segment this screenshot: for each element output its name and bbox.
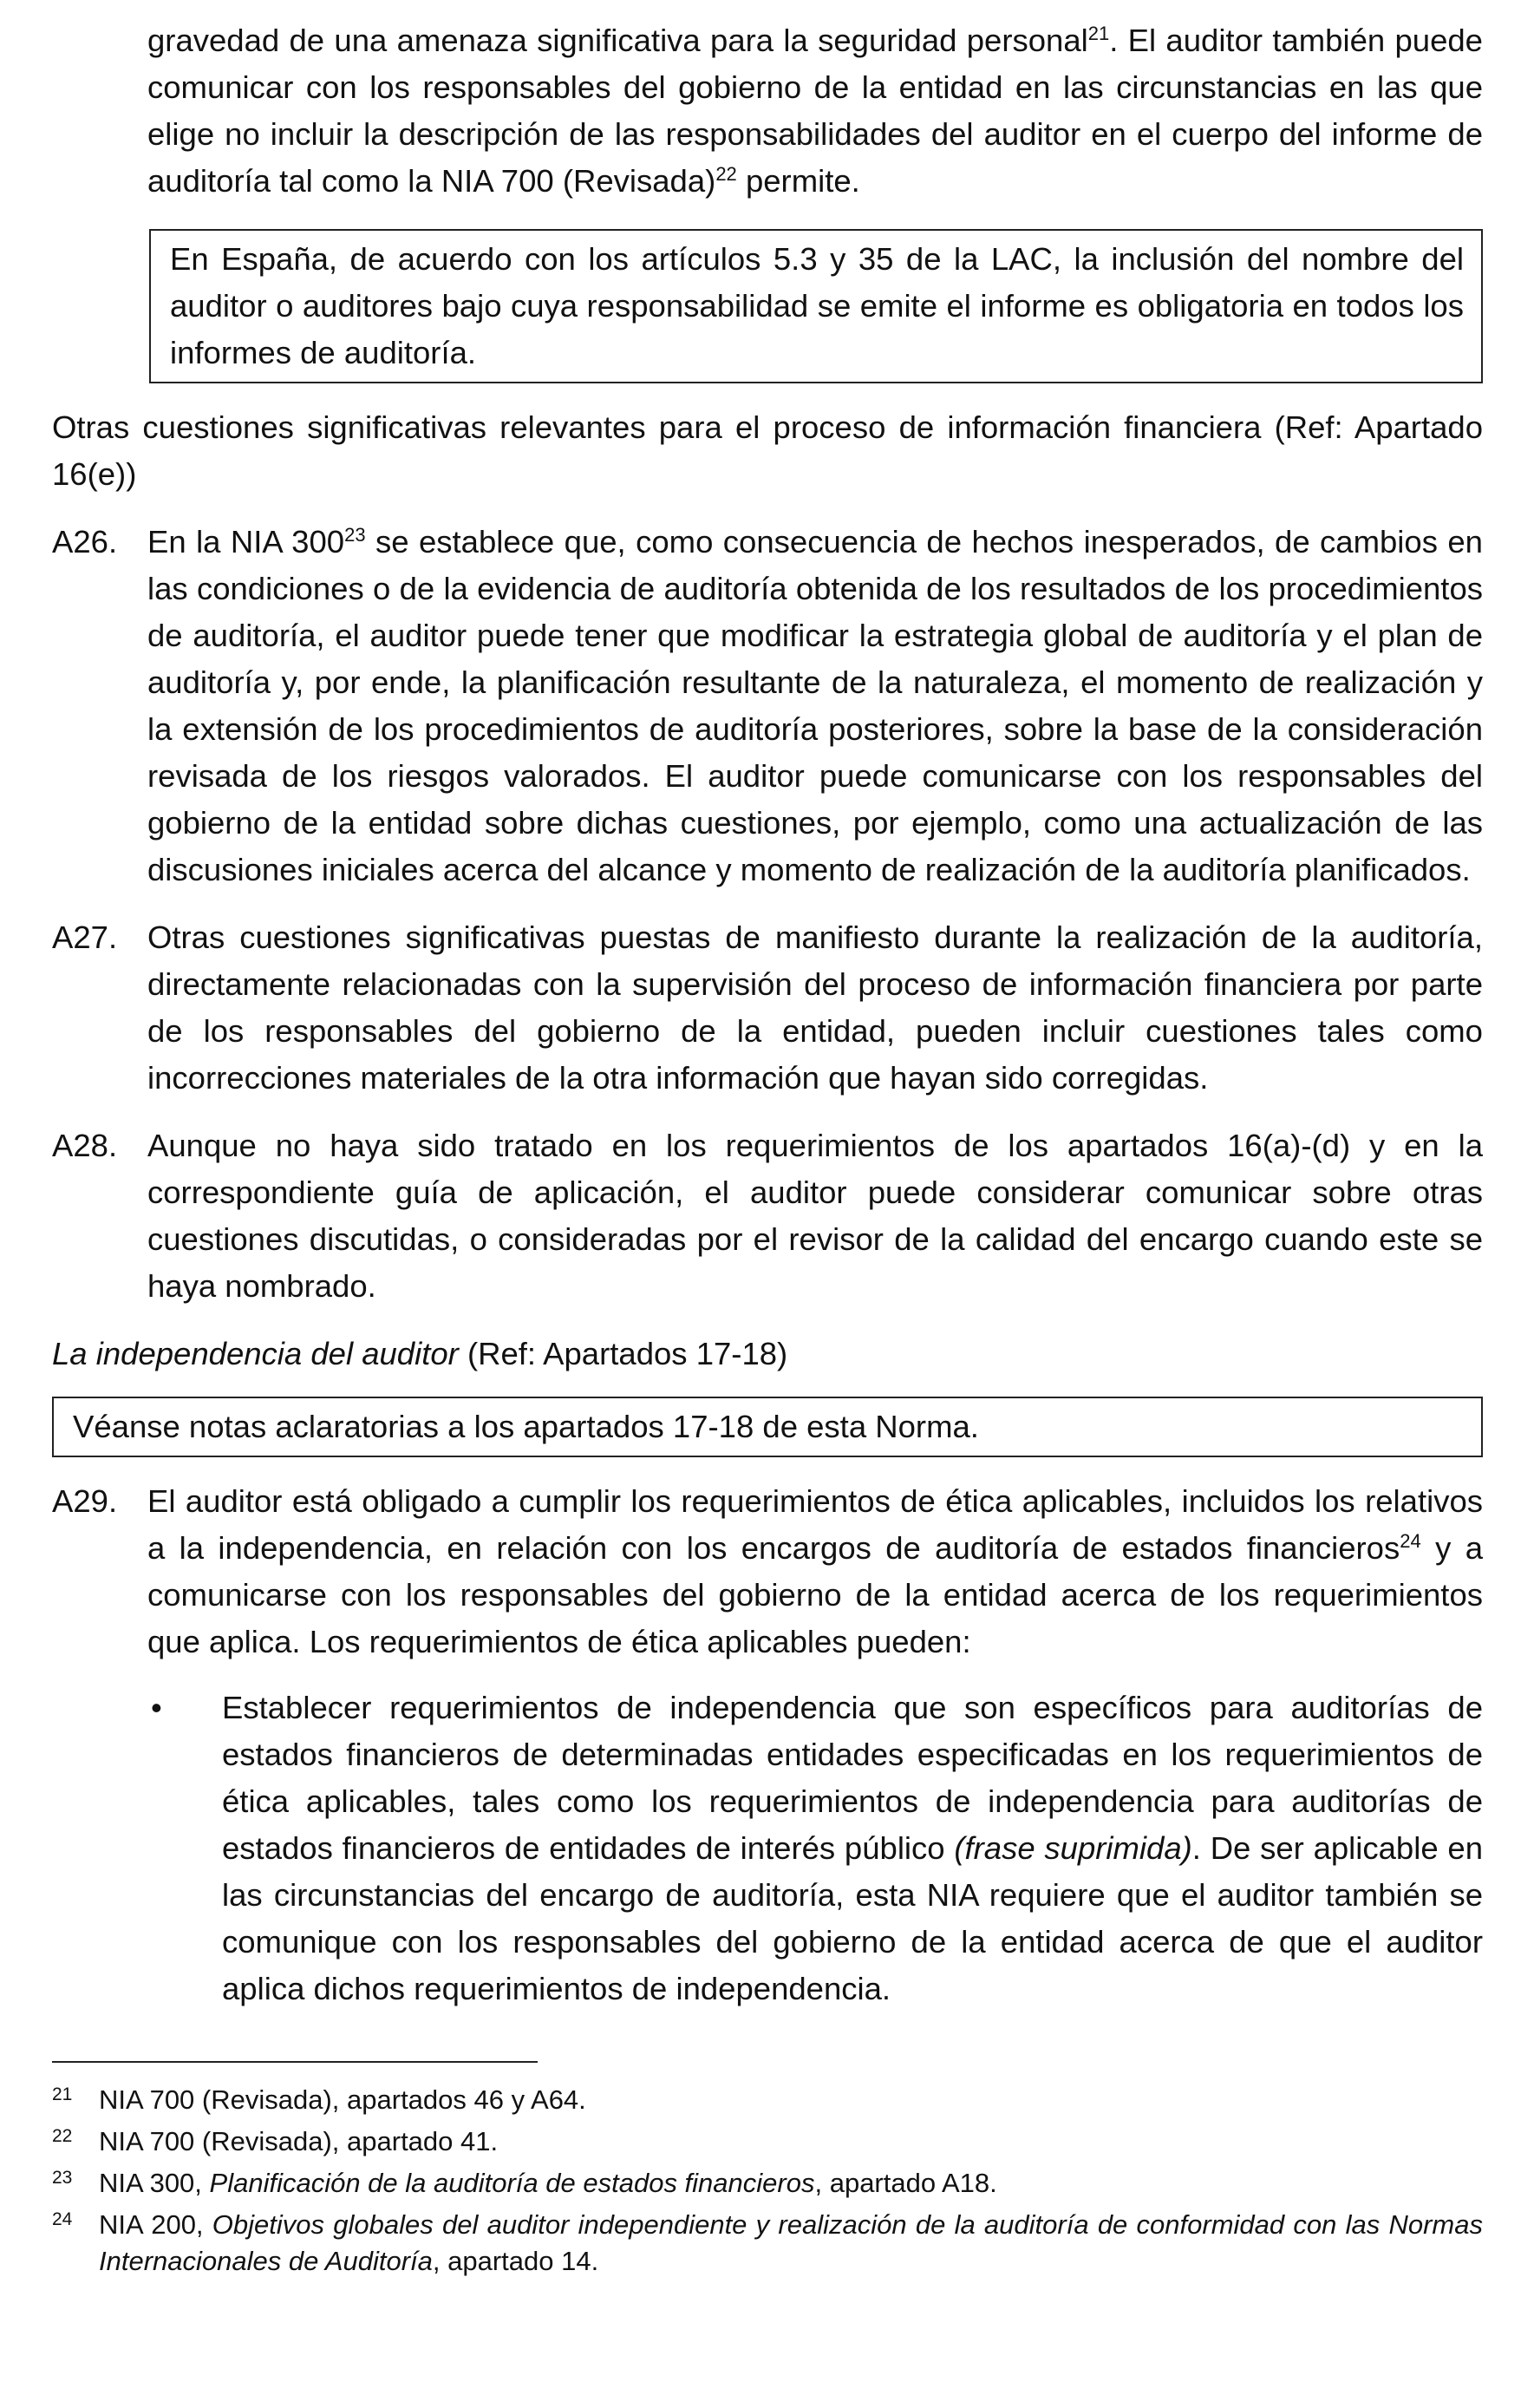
intro-text-2: . El auditor también puede comunicar con los responsables del gobierno de la entidad en las circunstancias en las que elige no incluir la descripción de las responsabilidades del auditor en el cuerpo del informe de auditoría tal como la NIA 700 (Revisada) xyxy=(147,23,1483,199)
footnote-text xyxy=(99,2207,1483,2280)
paragraph-text xyxy=(147,1478,1483,1665)
document-page xyxy=(52,17,1483,2280)
intro-text-1: gravedad de una amenaza significativa para la seguridad personal xyxy=(147,23,1088,58)
fn24-italic: Objetivos globales del auditor independiente y realización de la auditoría de conformidad con las Normas Internacionales de Auditoría xyxy=(99,2209,1483,2276)
footnote-number: 23 xyxy=(52,2168,73,2188)
footnote-text: NIA 700 (Revisada), apartados 46 y A64. xyxy=(99,2084,586,2115)
footnote-ref-21[interactable]: 21 xyxy=(1087,22,1110,44)
footnote-22 xyxy=(52,2123,1483,2160)
bullet-item xyxy=(147,1685,1483,2012)
a26-text-2: se establece que, como consecuencia de hechos inesperados, de cambios en las condiciones o de la evidencia de auditoría obtenida de los resultados de los procedimientos de auditoría, el auditor puede tener que modificar la estrategia global de auditoría y el plan de auditoría y, por ende, la planificación resultante de la naturaleza, el momento de realización y la extensión de los procedimientos de auditoría posteriores, sobre la base de la consideración revisada de los riesgos valorados. El auditor puede comunicarse con los responsables del gobierno de la entidad sobre dichas cuestiones, por ejemplo, como una actualización de las discusiones iniciales acerca del alcance y momento de realización de la auditoría planificados. xyxy=(147,524,1483,887)
a29-text-1: El auditor está obligado a cumplir los requerimientos de ética aplicables, incluidos los relativos a la independencia, en relación con los encargos de auditoría de estados financieros xyxy=(147,1483,1483,1566)
paragraph-text xyxy=(147,519,1483,893)
paragraph-a26 xyxy=(52,519,1483,893)
footnote-number: 22 xyxy=(52,2126,73,2146)
bullet-marker: • xyxy=(151,1690,162,1725)
heading-italic: La independencia del auditor xyxy=(52,1336,459,1371)
notes-box-text: Véanse notas aclaratorias a los apartados 17-18 de esta Norma. xyxy=(73,1409,979,1444)
spain-note-text: En España, de acuerdo con los artículos 5.3 y 35 de la LAC, la inclusión del nombre del auditor o auditores bajo cuya responsabilidad se emite el informe es obligatoria en todos los informes de auditoría. xyxy=(170,241,1464,370)
section-heading-other-matters: Otras cuestiones significativas relevantes para el proceso de información financiera (Ref: Apartado 16(e)) xyxy=(52,409,1483,492)
paragraph-text: Aunque no haya sido tratado en los requerimientos de los apartados 16(a)-(d) y en la correspondiente guía de aplicación, el auditor puede considerar comunicar sobre otras cuestiones discutidas, o consideradas por el revisor de la calidad del encargo cuando este se haya nombrado. xyxy=(147,1128,1483,1304)
section-heading-independence xyxy=(52,1331,1483,1377)
footnote-number: 24 xyxy=(52,2209,73,2229)
fn24-text-2: , apartado 14. xyxy=(432,2246,599,2276)
footnote-number: 21 xyxy=(52,2084,73,2104)
bullet-text xyxy=(222,1685,1483,2012)
footnote-24 xyxy=(52,2207,1483,2280)
paragraph-a28 xyxy=(52,1122,1483,1310)
bullet-italic: (frase suprimida) xyxy=(954,1830,1192,1866)
fn23-italic: Planificación de la auditoría de estados financieros xyxy=(209,2168,815,2198)
intro-text-3: permite. xyxy=(736,163,860,199)
a29-text-2: y a comunicarse con los responsables del gobierno de la entidad acerca de los requerimientos que aplica. Los requerimientos de ética aplicables pueden: xyxy=(147,1530,1483,1659)
paragraph-number: A27. xyxy=(52,919,118,955)
footnote-23 xyxy=(52,2165,1483,2202)
paragraph-number: A28. xyxy=(52,1128,118,1163)
paragraph-number: A26. xyxy=(52,524,118,559)
paragraph-text: Otras cuestiones significativas puestas de manifiesto durante la realización de la auditoría, directamente relacionadas con la supervisión del proceso de información financiera por parte de los responsables del gobierno de la entidad, pueden incluir cuestiones tales como incorrecciones materiales de la otra información que hayan sido corregidas. xyxy=(147,919,1483,1096)
spain-note-box xyxy=(149,229,1483,383)
a26-text-1: En la NIA 300 xyxy=(147,524,345,559)
footnote-ref-23[interactable]: 23 xyxy=(344,523,366,546)
fn23-text-2: , apartado A18. xyxy=(814,2168,997,2198)
footnote-text xyxy=(99,2165,1483,2202)
paragraph-number: A29. xyxy=(52,1483,118,1519)
footnote-21 xyxy=(52,2082,1483,2118)
intro-paragraph xyxy=(147,17,1483,205)
footnote-ref-22[interactable]: 22 xyxy=(715,162,737,185)
footnote-separator xyxy=(52,2061,538,2063)
fn23-text-1: NIA 300, xyxy=(99,2168,210,2198)
paragraph-a29 xyxy=(52,1478,1483,1665)
paragraph-a27 xyxy=(52,914,1483,1102)
fn24-text-1: NIA 200, xyxy=(99,2209,212,2240)
bullet-text-1: Establecer requerimientos de independencia que son específicos para auditorías de estados financieros de determinadas entidades especificadas en los requerimientos de ética aplicables, tales como los requerimientos de independencia para auditorías de estados financieros de entidades de interés público xyxy=(222,1690,1483,1866)
notes-box xyxy=(52,1397,1483,1457)
footnote-ref-24[interactable]: 24 xyxy=(1400,1529,1421,1552)
heading-ref: (Ref: Apartados 17-18) xyxy=(458,1336,788,1371)
bullet-text-2: . De ser aplicable en las circunstancias del encargo de auditoría, esta NIA requiere que el auditor también se comunique con los responsables del gobierno de la entidad acerca de que el auditor aplica dichos requerimientos de independencia. xyxy=(222,1830,1483,2006)
footnote-text: NIA 700 (Revisada), apartado 41. xyxy=(99,2126,499,2156)
